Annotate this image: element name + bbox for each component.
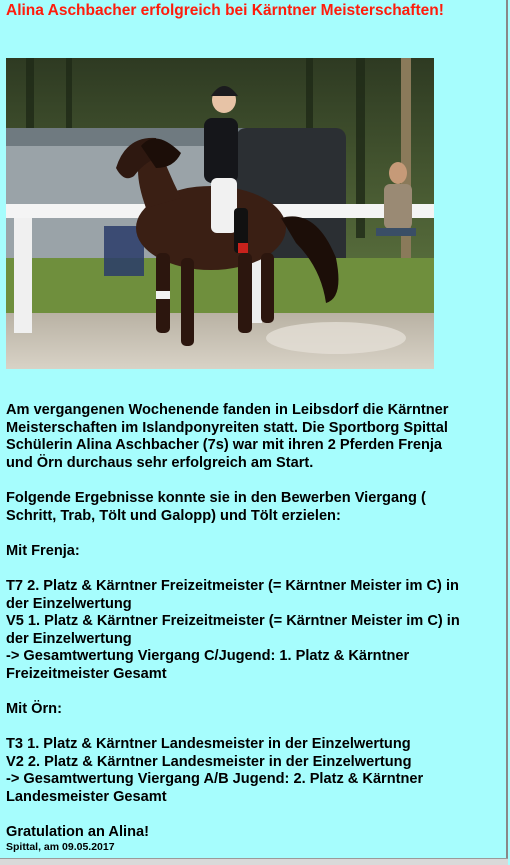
orn-heading: Mit Örn:	[6, 701, 62, 718]
results-intro-paragraph	[6, 490, 506, 525]
intro-line: Schülerin Alina Aschbacher (7s) war mit ihren 2 Pferden Frenja	[6, 437, 443, 454]
intro-paragraph	[6, 402, 506, 472]
results-intro-line: Schritt, Trab, Tölt und Galopp) und Tölt erzielen:	[6, 507, 341, 524]
frenja-result-line: T7 2. Platz & Kärntner Freizeitmeister (= Kärntner Meister im C) in	[6, 577, 459, 594]
frenja-result-line: Freizeitmeister Gesamt	[6, 665, 167, 682]
intro-line: und Örn durchaus sehr erfolgreich am Start.	[6, 454, 314, 471]
orn-results	[6, 736, 506, 806]
article-body	[6, 402, 506, 842]
frenja-result-line: der Einzelwertung	[6, 630, 132, 647]
frenja-result-line: V5 1. Platz & Kärntner Freizeitmeister (= Kärntner Meister im C) in	[6, 613, 460, 630]
frenja-results	[6, 578, 506, 684]
orn-result-line: V2 2. Platz & Kärntner Landesmeister in der Einzelwertung	[6, 753, 412, 770]
orn-result-line: Landesmeister Gesamt	[6, 789, 167, 806]
results-intro-line: Folgende Ergebnisse konnte sie in den Bewerben Viergang (	[6, 489, 426, 506]
rider-horse-photo	[6, 58, 434, 369]
frenja-result-line: -> Gesamtwertung Viergang C/Jugend: 1. Platz & Kärntner	[6, 648, 410, 665]
frenja-heading: Mit Frenja:	[6, 542, 80, 559]
dateline: Spittal, am 09.05.2017	[6, 841, 115, 853]
orn-result-line: T3 1. Platz & Kärntner Landesmeister in der Einzelwertung	[6, 736, 411, 753]
intro-line: Am vergangenen Wochenende fanden in Leibsdorf die Kärntner	[6, 402, 449, 418]
article-title: Alina Aschbacher erfolgreich bei Kärntner Meisterschaften!	[6, 2, 444, 19]
frenja-result-line: der Einzelwertung	[6, 595, 132, 612]
orn-result-line: -> Gesamtwertung Viergang A/B Jugend: 2. Platz & Kärntner	[6, 771, 424, 788]
intro-line: Meisterschaften im Islandponyreiten statt. Die Sportborg Spittal	[6, 419, 448, 436]
closing-line: Gratulation an Alina!	[6, 824, 149, 841]
